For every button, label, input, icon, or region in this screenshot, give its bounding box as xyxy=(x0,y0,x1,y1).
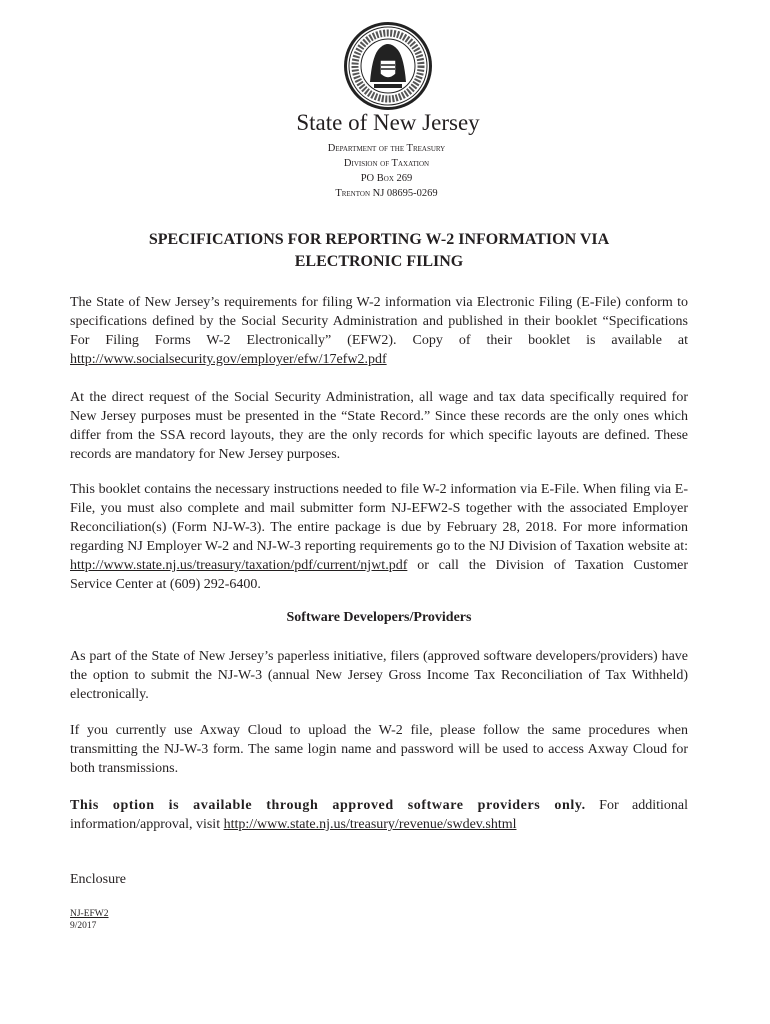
division-line: Division of Taxation xyxy=(343,158,430,169)
njwt-link[interactable]: http://www.state.nj.us/treasury/taxation/pdf/current/njwt.pdf xyxy=(70,558,408,573)
paragraph-4: As part of the State of New Jersey’s paperless initiative, filers (approved software developers/providers) have the option to submit the NJ-W-3 (annual New Jersey Gross Income Tax Reconciliation of Tax Withheld) electronically. xyxy=(70,649,688,702)
state-name: State of New Jersey xyxy=(296,110,480,135)
p3-text: This booklet contains the necessary instructions needed to file W-2 information via E-File. When filing via E-File, you must also complete and mail submitter form NJ-EFW2-S together with the associated Employer Reconciliation(s) (Form NJ-W-3). The entire package is due by February 28, 2018. For more information regarding NJ Employer W-2 and NJ-W-3 reporting requirements go to the NJ Division of Taxation website at: xyxy=(70,482,688,554)
swdev-link[interactable]: http://www.state.nj.us/treasury/revenue/swdev.shtml xyxy=(223,817,517,832)
document-title xyxy=(70,229,688,273)
title-line-1: SPECIFICATIONS FOR REPORTING W-2 INFORMATION VIA xyxy=(148,231,610,248)
ssa-efw2-link[interactable]: http://www.socialsecurity.gov/employer/efw/17efw2.pdf xyxy=(70,352,387,367)
enclosure-label: Enclosure xyxy=(70,872,126,887)
po-box-line: PO Box 269 xyxy=(360,173,413,184)
title-line-2: ELECTRONIC FILING xyxy=(294,253,464,270)
department-line: Department of the Treasury xyxy=(327,143,446,154)
footer xyxy=(70,908,109,932)
paragraph-3 xyxy=(70,480,688,594)
p6-text: For additional information/approval, visit xyxy=(70,798,689,832)
revision-date: 9/2017 xyxy=(70,921,97,931)
agency-address xyxy=(0,141,770,201)
p6-bold: This option is available through approved software providers only. xyxy=(70,798,586,813)
paragraph-5: If you currently use Axway Cloud to upload the W-2 file, please follow the same procedures when transmitting the NJ-W-3 form. The same login name and password will be used to access Axway Cloud for both transmissions. xyxy=(70,723,688,776)
p3-after: or call the Division of Taxation Customer Service Center at (609) 292-6400. xyxy=(70,558,688,592)
paragraph-6 xyxy=(70,796,688,834)
subheading: Software Developers/Providers xyxy=(286,610,472,625)
nj-state-seal-logo xyxy=(342,20,434,112)
p1-text: The State of New Jersey’s requirements for filing W-2 information via Electronic Filing (E-File) conform to specifications defined by the Social Security Administration and published in their booklet “Specifications For Filing Forms W-2 Electronically” (EFW2). Copy of their booklet is available at xyxy=(70,295,688,348)
paragraph-2: At the direct request of the Social Security Administration, all wage and tax data specifically required for New Jersey purposes must be presented in the “State Record.” Since these records are the only ones which differ from the SSA record layouts, they are the only records for which specific layouts are defined. These records are mandatory for New Jersey purposes. xyxy=(70,390,688,462)
form-number: NJ-EFW2 xyxy=(70,909,109,919)
city-line: Trenton NJ 08695-0269 xyxy=(335,188,438,199)
paragraph-1 xyxy=(70,293,688,369)
